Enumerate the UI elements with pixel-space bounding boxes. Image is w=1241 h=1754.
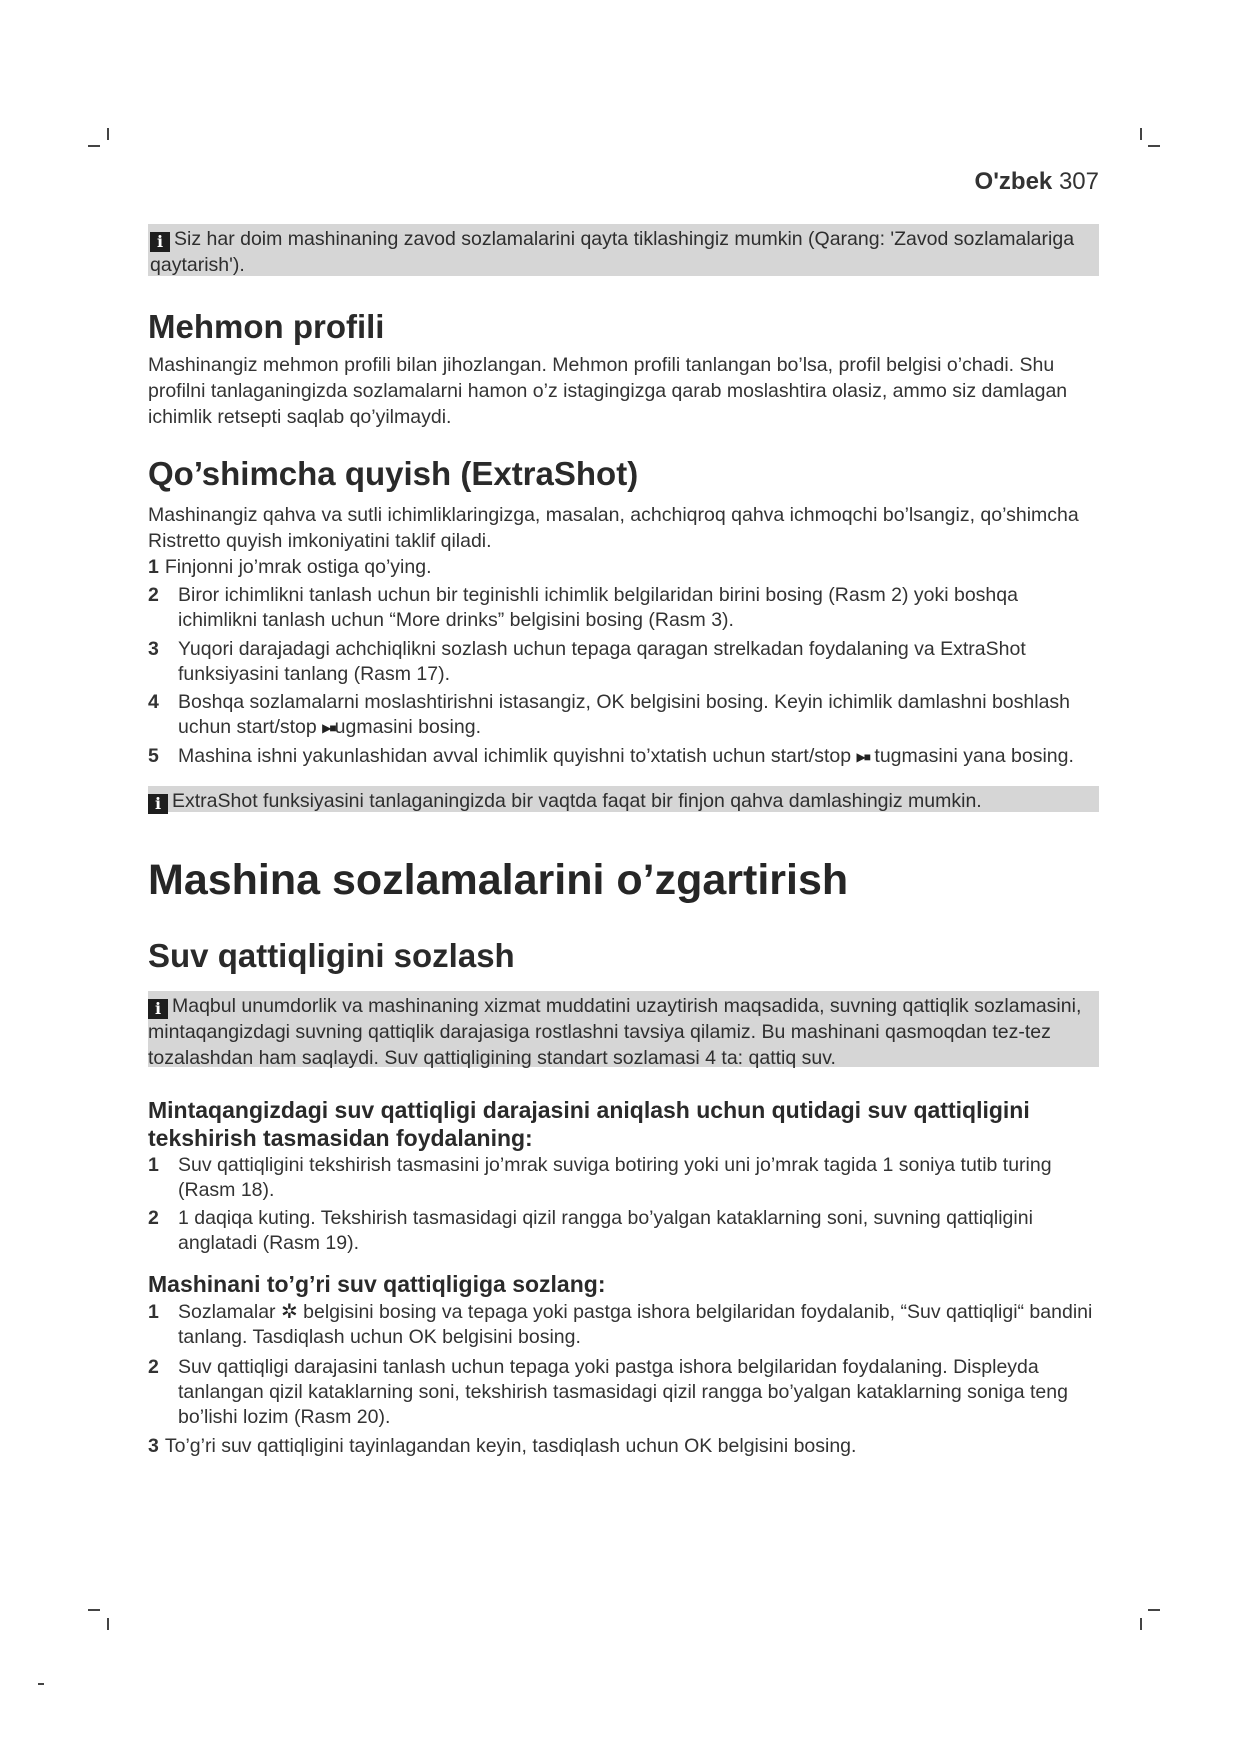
list-item: [148, 1355, 1099, 1430]
settings-gear-icon: ✲: [280, 1301, 298, 1323]
list-item: [148, 1206, 1099, 1256]
crop-mark: [107, 128, 109, 140]
step-number: 4: [148, 691, 159, 713]
note-text: ExtraShot funksiyasini tanlaganingizda bir vaqtda faqat bir finjon qahva damlashingiz mumkin.: [172, 790, 982, 812]
step-text: Boshqa sozlamalarni moslashtirishni istasangiz, OK belgisini bosing. Keyin ichimlik damlashni boshlash uchun start/stop: [178, 691, 1071, 738]
page-header: [975, 168, 1099, 196]
list-item: [148, 637, 1099, 687]
info-note-extrashot: [148, 786, 1099, 812]
guest-profile-body: Mashinangiz mehmon profili bilan jihozlangan. Mehmon profili tanlangan bo’lsa, profil belgisi o’chadi. Shu profilni tanlaganingizda sozlamalarni hamon o’z istagingizga qarab moslashtira olasiz, ammo siz damlagan ichimlik retsepti saqlab qo’yilmaydi.: [148, 354, 1068, 428]
step-text: Sozlamalar: [178, 1301, 276, 1323]
info-icon: i: [150, 232, 170, 252]
step-text: 1 daqiqa kuting. Tekshirish tasmasidagi qizil rangga bo’yalgan kataklarning soni, suvning qattiqligini anglatadi (Rasm 19).: [178, 1207, 1033, 1254]
list-item: [148, 1153, 1099, 1203]
step-number: 2: [148, 1356, 159, 1378]
header-language: O'zbek: [974, 168, 1053, 195]
step-number: 2: [148, 584, 159, 606]
crop-mark: [1140, 128, 1142, 140]
crop-mark: [88, 145, 100, 147]
list-item: [148, 1434, 1099, 1459]
list-item: [148, 690, 1099, 741]
crop-mark: [1148, 1609, 1160, 1611]
step-text: Finjonni jo’mrak ostiga qo’ying.: [164, 556, 432, 578]
tip-icon: i: [148, 999, 168, 1019]
step-number: 3: [148, 1435, 159, 1457]
crop-mark: [1140, 1618, 1142, 1630]
step-text: Suv qattiqligi darajasini tanlash uchun tepaga yoki pastga ishora belgilaridan foydalaning. Displeyda tanlangan qizil kataklarning soni, tekshirish tasmasidagi qizil rangga bo’yalgan kataklarning soniga teng bo’lishi lozim (Rasm 20).: [178, 1356, 1068, 1428]
info-note-reset: [148, 224, 1099, 276]
page-number: 307: [1058, 168, 1099, 195]
step-number: 2: [148, 1207, 159, 1229]
subsection-title-determine-hardness: Mintaqangizdagi suv qattiqligi darajasini aniqlash uchun qutidagi suv qattiqligini tekshirish tasmasidan foydalaning:: [148, 1097, 1030, 1151]
step-text-tail: ugmasini bosing.: [334, 716, 481, 738]
step-text: Suv qattiqligini tekshirish tasmasini jo’mrak suviga botiring yoki uni jo’mrak tagida 1 soniya tutib turing (Rasm 18).: [178, 1154, 1052, 1201]
step-number: 1: [148, 556, 159, 578]
step-text: To’g’ri suv qattiqligini tayinlagandan keyin, tasdiqlash uchun OK belgisini bosing.: [164, 1435, 857, 1457]
list-item: [148, 555, 1099, 580]
step-number: 3: [148, 638, 159, 660]
info-icon: i: [148, 794, 168, 814]
list-item: [148, 1300, 1099, 1350]
extrashot-intro: Mashinangiz qahva va sutli ichimliklaringizga, masalan, achchiqroq qahva ichmoqchi bo’lsangiz, qo’shimcha Ristretto quyish imkoniyatini taklif qiladi.: [148, 504, 1079, 552]
crop-mark: [88, 1609, 100, 1611]
crop-mark: [107, 1618, 109, 1630]
section-title-guest-profile: Mehmon profili: [148, 308, 385, 345]
step-text-tail: belgisini bosing va tepaga yoki pastga ishora belgilaridan foydalanib, “Suv qattiqligi“ bandini tanlang. Tasdiqlash uchun OK belgisini bosing.: [178, 1301, 1093, 1348]
note-text: Siz har doim mashinaning zavod sozlamalarini qayta tiklashingiz mumkin (Qarang: 'Zavod sozlamalariga qaytarish').: [150, 228, 1075, 276]
info-note-water-hardness: [148, 991, 1099, 1067]
step-text: Biror ichimlikni tanlash uchun bir teginishli ichimlik belgilaridan birini bosing (Rasm 2) yoki boshqa ichimlikni tanlash uchun “More drinks” belgisini bosing (Rasm 3).: [178, 584, 1018, 631]
start-stop-icon: ▶■: [856, 750, 869, 764]
chapter-title-machine-settings: Mashina sozlamalarini o’zgartirish: [148, 856, 849, 904]
step-number: 5: [148, 745, 159, 767]
list-item: [148, 744, 1099, 770]
crop-mark: [1148, 145, 1160, 147]
crop-mark: [38, 1683, 44, 1685]
step-number: 1: [148, 1301, 159, 1323]
section-title-water-hardness: Suv qattiqligini sozlash: [148, 937, 515, 974]
step-number: 1: [148, 1154, 159, 1176]
start-stop-icon: ▶■: [322, 721, 335, 735]
step-text: Yuqori darajadagi achchiqlikni sozlash uchun tepaga qaragan strelkadan foydalaning va ExtraShot funksiyasini tanlang (Rasm 17).: [178, 638, 1026, 685]
note-text: Maqbul unumdorlik va mashinaning xizmat muddatini uzaytirish maqsadida, suvning qattiqlik sozlamasini, mintaqangizdagi suvning qattiqlik darajasiga rostlashni tavsiya qilamiz. Bu mashinani qasmoqdan tez-tez tozalashdan ham saqlaydi. Suv qattiqligining standart sozlamasi 4 ta: qattiq suv.: [148, 995, 1082, 1069]
step-text: Mashina ishni yakunlashidan avval ichimlik quyishni to’xtatish uchun start/stop: [178, 745, 852, 767]
step-text-tail: tugmasini yana bosing.: [874, 745, 1074, 767]
subsection-title-set-hardness: Mashinani to’g’ri suv qattiqligiga sozlang:: [148, 1271, 606, 1297]
list-item: [148, 583, 1099, 633]
section-title-extrashot: Qo’shimcha quyish (ExtraShot): [148, 455, 639, 492]
